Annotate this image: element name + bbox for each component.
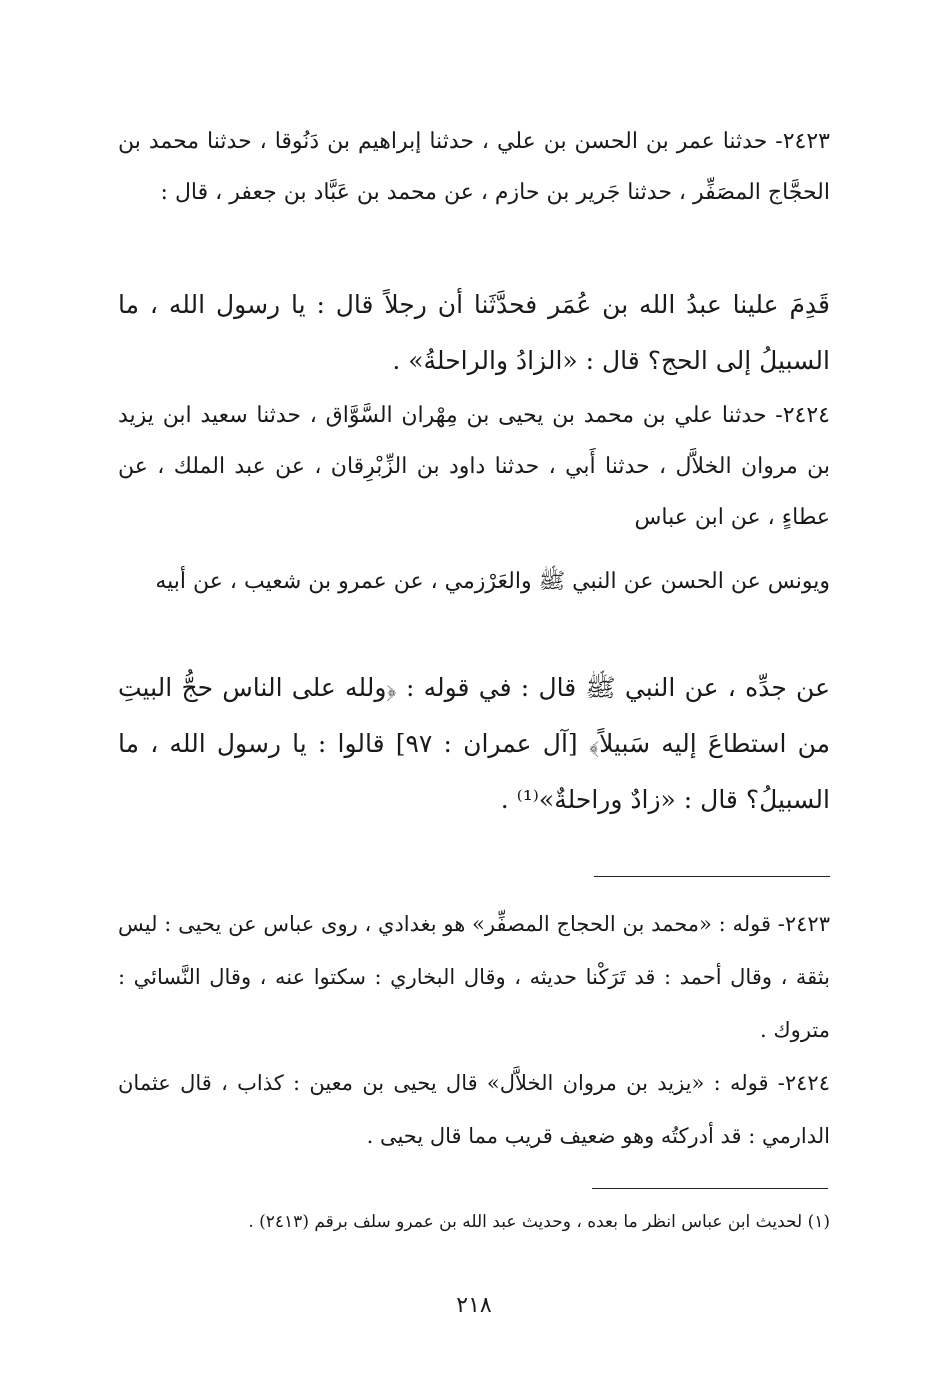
note-2423: ٢٤٢٣- قوله : «محمد بن الحجاج المصفِّر» هو بغدادي ، روى عباس عن يحيى : ليس بثقة ، وقال أحمد : قد تَرَكْنا حديثه ، وقال البخاري : سكتوا عنه ، وقال النَّسائي : متروك . [118, 912, 830, 1042]
notes-separator [594, 876, 830, 877]
footnote-separator [592, 1188, 828, 1189]
hadith-2423-matn: قَدِمَ علينا عبدُ الله بن عُمَر فحدَّثَنا أن رجلاً قال : يا رسول الله ، ما السبيلُ إلى الحج؟ قال : «الزادُ والراحلةُ» . [118, 290, 830, 375]
footnote-1: (١) لحديث ابن عباس انظر ما بعده ، وحديث عبد الله بن عمرو سلف برقم (٢٤١٣) . [248, 1212, 830, 1232]
hadith-2424-matn: عن جدِّه ، عن النبي ﷺ قال : في قوله : ﴿ولله على الناس حجُّ البيتِ من استطاعَ إليه سَبيلاً﴾ [آل عمران : ٩٧] قالوا : يا رسول الله ، ما السبيلُ؟ قال : «زادٌ وراحلةٌ»⁽¹⁾ . [118, 673, 831, 814]
page-number: ٢١٨ [456, 1293, 492, 1318]
hadith-2424-second-chain: ويونس عن الحسن عن النبي ﷺ والعَرْزمي ، عن عمرو بن شعيب ، عن أبيه [155, 569, 830, 594]
note-2424: ٢٤٢٤- قوله : «يزيد بن مروان الخلاَّل» قال يحيى بن معين : كذاب ، قال عثمان الدارمي : قد أدركتُه وهو ضعيف قريب مما قال يحيى . [118, 1071, 830, 1148]
hadith-2424-isnad: ٢٤٢٤- حدثنا علي بن محمد بن يحيى بن مِهْران السَّوَّاق ، حدثنا سعيد ابن يزيد بن مروان الخلاَّل ، حدثنا أَبي ، حدثنا داود بن الزِّبْرِقان ، عن عبد الملك ، عن عطاءٍ ، عن ابن عباس [118, 403, 830, 530]
hadith-2423-isnad: ٢٤٢٣- حدثنا عمر بن الحسن بن علي ، حدثنا إبراهيم بن دَنُوقا ، حدثنا محمد بن الحجَّاج المصَفِّر ، حدثنا جَرير بن حازم ، عن محمد بن عَبَّاد بن جعفر ، قال : [118, 129, 830, 205]
